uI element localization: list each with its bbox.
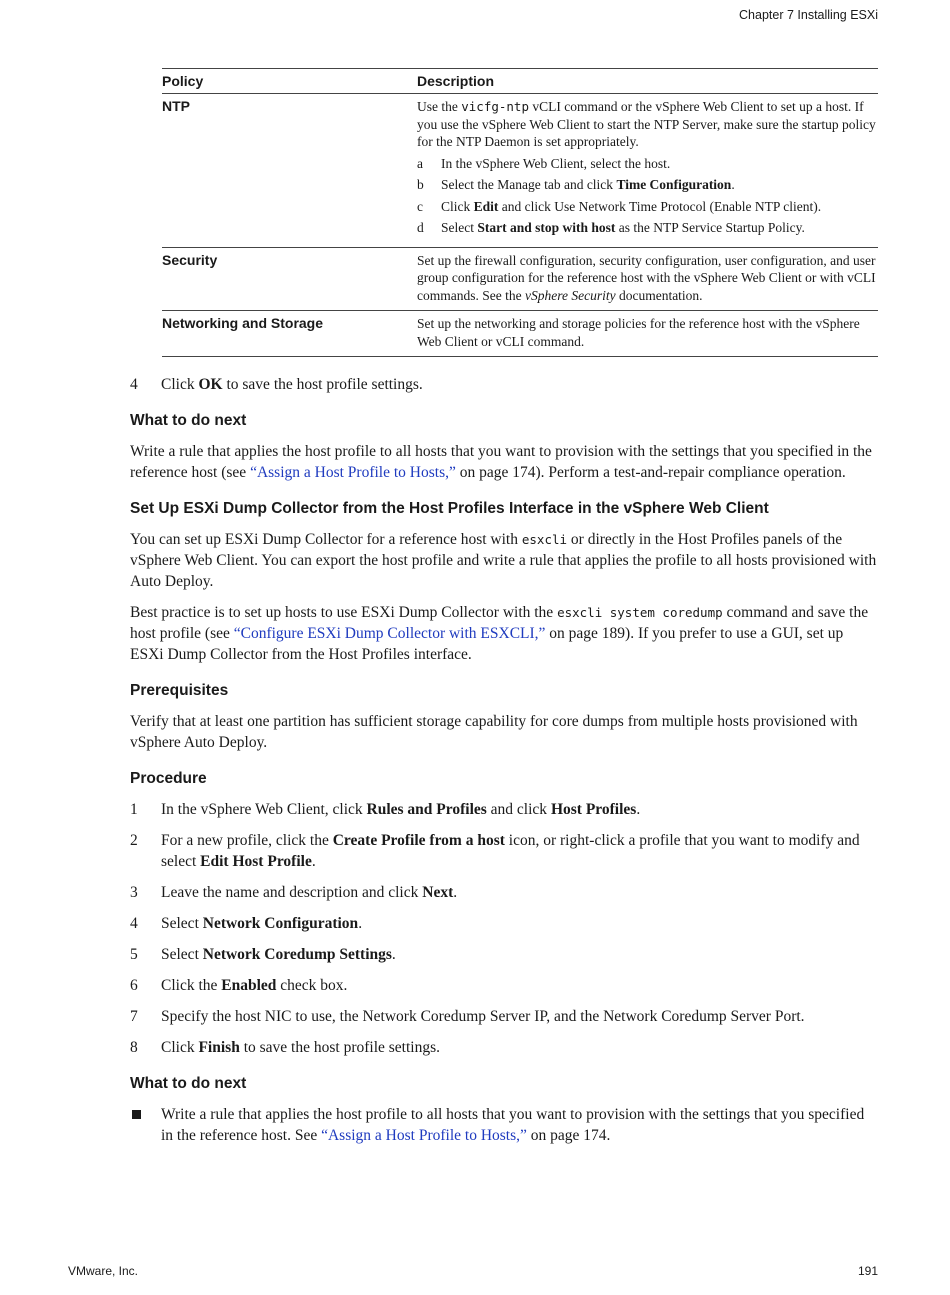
text: and click (486, 801, 551, 818)
step-number: 4 (130, 376, 138, 393)
text: check box. (276, 977, 348, 994)
text: icon, or right-click a profile that you want to modify and select (161, 832, 860, 870)
step-1 (130, 799, 878, 820)
step-number: 5 (130, 946, 138, 963)
text: Use the (417, 99, 462, 114)
inline-code: vicfg-ntp (461, 99, 529, 114)
policy-description: Set up the networking and storage policies for the reference host with the vSphere Web Client or vCLI command. (417, 311, 878, 357)
page-number: 191 (857, 1264, 878, 1278)
text: You can set up ESXi Dump Collector for a reference host with (130, 531, 522, 548)
ui-term: Time Configuration (616, 177, 732, 192)
running-header: Chapter 7 Installing ESXi (739, 8, 878, 22)
ui-term: Finish (198, 1039, 240, 1056)
text: Click the (161, 977, 222, 994)
step-number: 4 (130, 915, 138, 932)
square-bullet-icon (132, 1110, 141, 1119)
text: Select (161, 915, 203, 932)
text: Best practice is to set up hosts to use ESXi Dump Collector with the (130, 604, 558, 621)
text: command and save the host profile (see (130, 604, 869, 642)
ui-term: Next (422, 884, 454, 901)
text: vCLI command or the vSphere Web Client to set up a host. If you use the vSphere Web Client to start the NTP Server, make sure the startup policy for the NTP Daemon is set appropriately. (417, 99, 876, 149)
list-item (417, 155, 878, 173)
ui-term: Enabled (221, 977, 277, 994)
cross-reference-link[interactable]: “Assign a Host Profile to Hosts,” (321, 1127, 527, 1144)
text: as the NTP Service Startup Policy. (615, 220, 805, 235)
list-item (417, 198, 878, 216)
step-text: Specify the host NIC to use, the Network Coredump Server IP, and the Network Coredump Server Port. (161, 1008, 805, 1025)
text: to save the host profile settings. (222, 376, 423, 393)
ui-term: Network Coredump Settings (202, 946, 392, 963)
col-header-description: Description (417, 69, 878, 94)
footer-company: VMware, Inc. (68, 1264, 139, 1278)
text: or directly in the Host Profiles panels of the vSphere Web Client. You can export the host profile and write a rule that applies the profile to all hosts provisioned with Auto Deploy. (130, 531, 877, 590)
col-header-policy: Policy (162, 69, 417, 94)
paragraph (130, 441, 878, 483)
main-content (130, 374, 878, 1146)
text: Select (161, 946, 203, 963)
ui-term: Rules and Profiles (366, 801, 487, 818)
step-letter: a (417, 155, 423, 171)
step-number: 6 (130, 977, 138, 994)
table-row-ntp (162, 94, 878, 248)
ui-term: Edit (473, 198, 499, 214)
step-5 (130, 944, 878, 965)
table-header-row (162, 69, 878, 94)
table-row-security (162, 247, 878, 311)
sub-steps (417, 155, 878, 237)
text: Click (161, 376, 199, 393)
ui-term: OK (198, 376, 223, 393)
step-number: 2 (130, 832, 138, 849)
text: . (453, 884, 458, 901)
topic-heading: Set Up ESXi Dump Collector from the Host Profiles Interface in the vSphere Web Client (130, 500, 769, 517)
policy-name: Security (162, 247, 417, 311)
ui-term: Network Configuration (202, 915, 359, 932)
step-7 (130, 1006, 878, 1027)
text: Leave the name and description and click (161, 884, 423, 901)
step-4 (130, 374, 878, 395)
step-letter: d (417, 220, 424, 235)
text: . (358, 915, 363, 932)
table-row-networking (162, 311, 878, 357)
step-number: 8 (130, 1039, 138, 1056)
text: . (391, 946, 396, 963)
text: In the vSphere Web Client, click (161, 801, 367, 818)
text: on page 174). Perform a test-and-repair compliance operation. (455, 464, 846, 481)
step-text: In the vSphere Web Client, select the host. (441, 155, 671, 171)
paragraph: Verify that at least one partition has sufficient storage capability for core dumps from multiple hosts provisioned with vSphere Auto Deploy. (130, 713, 858, 751)
step-number: 1 (130, 801, 138, 818)
text: For a new profile, click the (161, 832, 333, 849)
text: and click Use Network Time Protocol (Enable NTP client). (498, 198, 822, 214)
section-heading: Prerequisites (130, 682, 229, 699)
ui-term: Create Profile from a host (332, 832, 505, 849)
policy-description (417, 247, 878, 311)
inline-code: esxcli (521, 532, 568, 547)
list-item (417, 219, 878, 237)
text: Set up the firewall configuration, security configuration, user configuration, and user group configuration for the reference host with the vSphere Web Client or with vCLI commands. See the (417, 252, 876, 303)
list-item (417, 176, 878, 194)
policy-name: NTP (162, 94, 417, 248)
step-3 (130, 882, 878, 903)
text: Write a rule that applies the host profile to all hosts that you want to provision with the settings that you specified in the reference host (see (130, 443, 872, 481)
cross-reference-link[interactable]: “Assign a Host Profile to Hosts,” (250, 464, 456, 481)
text: Click (441, 198, 474, 214)
inline-code: esxcli system coredump (557, 605, 723, 620)
text: Write a rule that applies the host profile to all hosts that you want to provision with the settings that you specified in the reference host. See (161, 1106, 865, 1144)
paragraph (130, 602, 878, 665)
text: to save the host profile settings. (239, 1039, 441, 1056)
ui-term: Edit Host Profile (200, 853, 312, 870)
ui-term: Host Profiles (550, 801, 637, 818)
text: on page 189). If you prefer to use a GUI, set up ESXi Dump Collector from the Host Profiles interface. (130, 625, 844, 663)
policy-table (162, 68, 878, 357)
step-8 (130, 1037, 878, 1058)
text: Select the Manage tab and click (441, 177, 617, 192)
step-2 (130, 830, 878, 872)
step-4 (130, 913, 878, 934)
text: . (311, 853, 316, 870)
section-heading: Procedure (130, 770, 207, 787)
text: Select (441, 220, 478, 235)
text: Click (161, 1039, 199, 1056)
text: on page 174. (526, 1127, 611, 1144)
policy-description (417, 94, 878, 248)
bullet-marker (130, 1104, 161, 1146)
doc-title: vSphere Security (524, 287, 616, 303)
section-heading: What to do next (130, 1075, 247, 1092)
ui-term: Start and stop with host (477, 220, 616, 235)
policy-name: Networking and Storage (162, 311, 417, 357)
text: . (731, 177, 735, 192)
bullet-item (130, 1104, 878, 1146)
step-number: 7 (130, 1008, 138, 1025)
step-6 (130, 975, 878, 996)
text: . (636, 801, 641, 818)
cross-reference-link[interactable]: “Configure ESXi Dump Collector with ESXCLI,” (233, 625, 546, 642)
step-number: 3 (130, 884, 138, 901)
step-letter: c (417, 198, 423, 214)
text: documentation. (615, 287, 703, 303)
section-heading: What to do next (130, 412, 247, 429)
paragraph (130, 529, 878, 592)
step-letter: b (417, 177, 424, 192)
